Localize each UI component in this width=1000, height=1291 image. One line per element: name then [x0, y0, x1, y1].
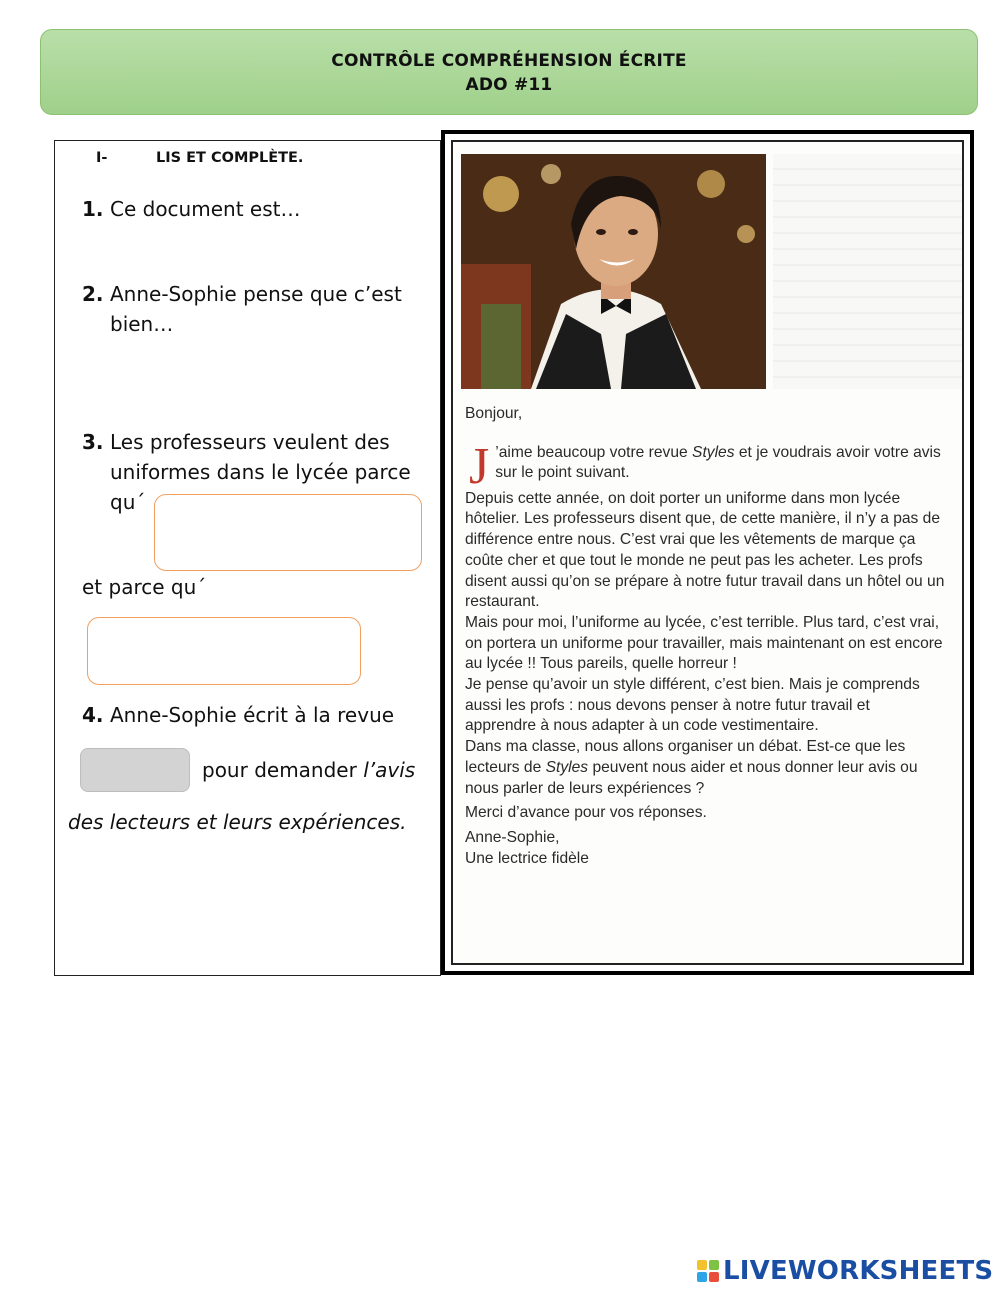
magazine-name: Styles [692, 443, 735, 461]
letter-signature: Anne-Sophie, [465, 828, 560, 846]
faded-background-text [773, 154, 963, 389]
letter-signature-role: Une lectrice fidèle [465, 849, 589, 867]
question-text: Les professeurs veulent des [110, 430, 390, 454]
letter-paragraph-2: Depuis cette année, on doit porter un uniforme dans mon lycée hôtelier. Les professeurs disent que, de cette manière, il n’y a pas de différence entre nous. C’est vrai que les vêtements de marque ça coûte cher et que tout le monde ne peut pas les acheter. Les profs disent aussi qu’on se prépare à notre futur travail dans un hôtel ou un restaurant. [465, 489, 945, 611]
question-3-connector: et parce qu´ [82, 575, 207, 599]
letter-text: ’aime beaucoup votre revue [495, 443, 688, 461]
answer-box-3b[interactable] [87, 617, 361, 685]
section-heading [96, 150, 303, 166]
letter-document [441, 130, 974, 975]
letter-paragraph-3: Mais pour moi, l’uniforme au lycée, c’est terrible. Plus tard, c’est vrai, on portera un uniforme pour travailler, mais maintenant on est encore au lycée !! Tous pareils, quelle horreur ! [465, 613, 943, 673]
section-number: I- [96, 150, 108, 166]
worksheet-subtitle: ADO #11 [465, 75, 553, 95]
question-number: 4. [82, 703, 104, 727]
question-number: 2. [82, 282, 104, 306]
question-italic-text: des lecteurs et leurs expériences. [68, 810, 407, 834]
question-4 [82, 700, 394, 730]
letter-paragraph-4: Je pense qu’avoir un style différent, c’est bien. Mais je comprends aussi les profs : nous devons penser à notre futur travail et apprendre à nous adapter à un code vestimentaire. [465, 676, 920, 735]
letter-body [465, 404, 945, 869]
logo-square [697, 1272, 707, 1282]
liveworksheets-logo [697, 1255, 993, 1287]
letter-paragraph-1 [465, 435, 945, 495]
question-1 [82, 194, 300, 224]
letter-page [451, 140, 964, 965]
letter-paragraph-5 [465, 737, 945, 799]
letter-text: et je voudrais avoir votre avis sur le point suivant. [495, 443, 941, 482]
question-text: Anne-Sophie écrit à la revue [110, 703, 395, 727]
logo-square [709, 1260, 719, 1270]
letter-text: peuvent nous aider et nous donner leur avis ou nous parler de leurs expériences ? [465, 758, 918, 797]
logo-square [709, 1272, 719, 1282]
logo-text: LIVEWORKSHEETS [723, 1256, 994, 1286]
worksheet-header [40, 29, 978, 115]
waitress-photo [461, 154, 766, 389]
question-number: 3. [82, 430, 104, 454]
question-text: qu´ [110, 490, 146, 514]
question-4-continuation [202, 755, 415, 785]
question-text: pour demander [202, 758, 357, 782]
question-text: Ce document est… [110, 197, 301, 221]
section-title: LIS ET COMPLÈTE. [156, 150, 304, 166]
worksheet-title: CONTRÔLE COMPRÉHENSION ÉCRITE [331, 51, 687, 71]
answer-box-3a[interactable] [154, 494, 422, 571]
drop-cap: J [469, 437, 490, 495]
letter-greeting: Bonjour, [465, 405, 523, 422]
question-text: Anne-Sophie pense que c’est [110, 282, 402, 306]
magazine-name: Styles [545, 758, 589, 776]
question-text: bien… [110, 312, 174, 336]
question-2 [82, 279, 402, 339]
question-number: 1. [82, 197, 104, 221]
letter-text: Dans ma classe, nous allons organiser un débat. Est-ce que les lecteurs de [465, 738, 906, 776]
drop-answer-box[interactable] [80, 748, 190, 792]
logo-icon [697, 1260, 719, 1282]
logo-square [697, 1260, 707, 1270]
letter-thanks: Merci d’avance pour vos réponses. [465, 804, 707, 822]
question-text: uniformes dans le lycée parce [110, 460, 411, 484]
question-italic-text: l’avis [363, 758, 416, 782]
